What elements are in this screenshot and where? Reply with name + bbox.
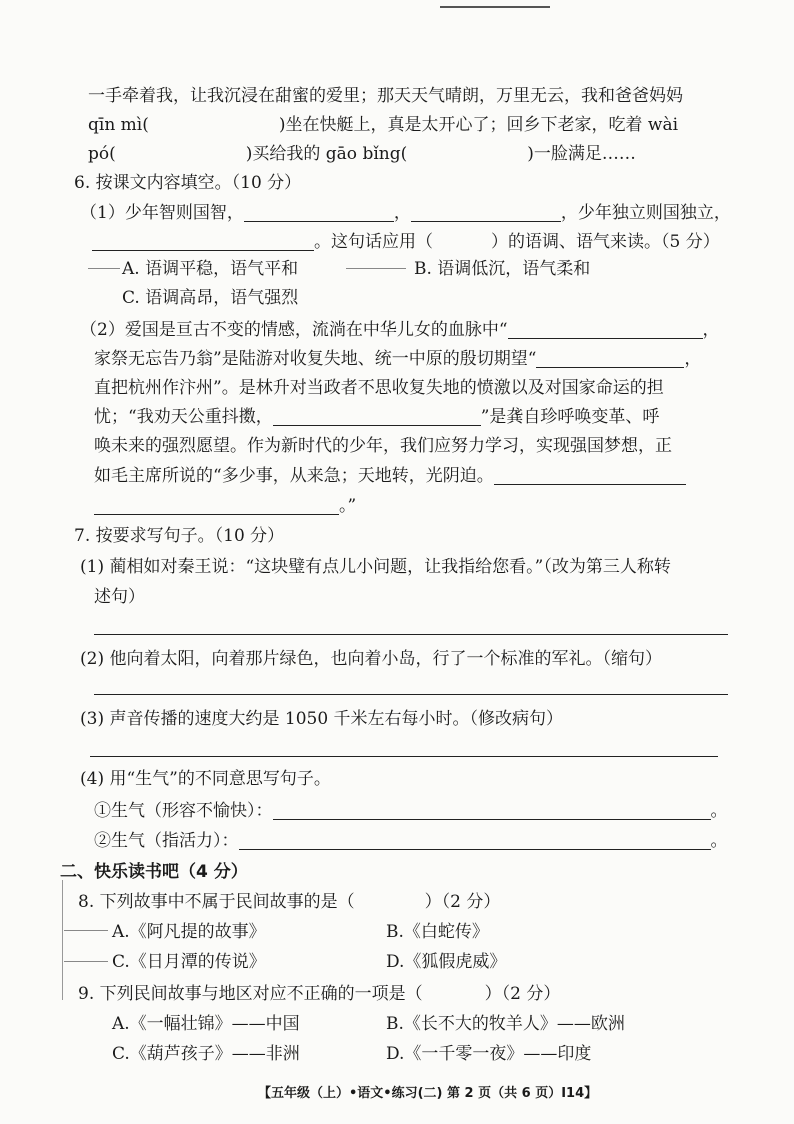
q9-option-a-text: A.《一幅壮锦》——中国 xyxy=(112,1014,300,1034)
q6-part2-line1 xyxy=(80,318,720,342)
q7-s4b-text: ②生气（指活力）： xyxy=(94,831,239,851)
pinyin-gaobing: )买给我的 gāo bǐng( xyxy=(245,144,408,164)
q9-stem xyxy=(78,982,560,1006)
section-2-title-text: 二、快乐读书吧（4 分） xyxy=(60,862,248,882)
q8-option-c[interactable] xyxy=(112,950,266,974)
q6-p2-text-e: 直把杭州作汴州”。是林升对当政者不思收复失地的愤激以及对国家命运的担 xyxy=(94,378,664,398)
q6-part1-line2 xyxy=(92,230,720,254)
q6-part2-line5 xyxy=(94,434,672,458)
dash-mark xyxy=(88,268,120,269)
top-header-mark xyxy=(440,0,550,8)
q6-p1-text-a: （1）少年智则国智， xyxy=(80,203,244,223)
q6-p2-text-c: 家祭无忘告乃翁”是陆游对收复失地、统一中原的殷切期望“ xyxy=(94,349,537,369)
q6-blank-3[interactable] xyxy=(92,232,314,251)
q8-option-b[interactable] xyxy=(386,920,489,944)
q6-p1-text-d: 。这句话应用（ xyxy=(314,232,433,252)
q7-s1-answer-line[interactable] xyxy=(94,634,728,635)
q6-option-a-text: A. 语调平稳，语气平和 xyxy=(122,259,299,279)
q6-blank-1[interactable] xyxy=(244,203,394,222)
q6-title xyxy=(74,171,301,195)
q8-option-d[interactable] xyxy=(386,950,506,974)
q9-option-d-text: D.《一千零一夜》——印度 xyxy=(386,1044,592,1064)
q9-option-c-text: C.《葫芦孩子》——非洲 xyxy=(112,1044,300,1064)
page-footer xyxy=(258,1082,597,1106)
q6-p2-comma: ， xyxy=(702,320,720,340)
intro-line-3 xyxy=(88,142,636,166)
dash-mark xyxy=(64,930,108,931)
q6-blank-5[interactable] xyxy=(536,349,684,368)
q7-s4-a xyxy=(94,799,728,823)
q9-option-d[interactable] xyxy=(386,1042,591,1066)
q7-s4-text: (4) 用“生气”的不同意思写句子。 xyxy=(80,769,331,789)
q6-part1-line1 xyxy=(80,201,731,225)
q6-p2-text-i: 如毛主席所说的“多少事，从来急；天地转，光阴迫。 xyxy=(94,466,494,486)
q9-option-a[interactable] xyxy=(112,1012,300,1036)
q6-blank-7[interactable] xyxy=(494,466,686,485)
q6-blank-8[interactable] xyxy=(94,496,339,515)
page-footer-text: 【五年级（上）•语文•练习(二) 第 2 页（共 6 页）I14】 xyxy=(258,1086,598,1101)
q7-s4-b xyxy=(94,829,728,853)
q7-s1-line2 xyxy=(94,585,145,609)
intro-text-3: )一脸满足…… xyxy=(527,144,636,164)
q6-p2-text-a: （2）爱国是亘古不变的情感，流淌在中华儿女的血脉中“ xyxy=(80,320,508,340)
q6-p2-text-f: 忧；“我劝天公重抖擞， xyxy=(94,407,273,427)
q6-option-c-text: C. 语调高昂，语气强烈 xyxy=(122,288,299,308)
q6-blank-2[interactable] xyxy=(411,203,561,222)
dash-mark xyxy=(346,268,406,269)
q6-option-c[interactable] xyxy=(122,286,298,310)
dash-mark xyxy=(64,961,108,962)
q6-option-b-text: B. 语调低沉，语气柔和 xyxy=(414,259,591,279)
q8-option-d-text: D.《狐假虎威》 xyxy=(386,952,507,972)
q6-title-text: 6. 按课文内容填空。（10 分） xyxy=(74,173,302,193)
q6-p2-comma-2: ， xyxy=(684,349,702,369)
paren-open: ( xyxy=(142,115,149,135)
q7-s2-text: (2) 他向着太阳，向着那片绿色，也向着小岛，行了一个标准的军礼。（缩句） xyxy=(80,649,662,669)
q7-s4b-end: 。 xyxy=(710,831,728,851)
q7-s4a-text: ①生气（形容不愉快）： xyxy=(94,801,273,821)
q7-title xyxy=(74,524,284,548)
q7-s3 xyxy=(80,707,563,731)
q7-s2 xyxy=(80,647,662,671)
intro-line-1 xyxy=(88,84,683,108)
q6-part2-line6 xyxy=(94,464,686,488)
intro-line-2 xyxy=(88,113,678,137)
margin-binding-line xyxy=(62,880,63,1000)
q6-option-a[interactable] xyxy=(122,257,298,281)
q6-p2-text-g: ”是龚自珍呼唤变革、呼 xyxy=(480,407,660,427)
section-2-title xyxy=(60,860,248,884)
q9-option-b[interactable] xyxy=(386,1012,625,1036)
q6-p1-text-e: ）的语调、语气来读。（5 分） xyxy=(491,232,720,252)
q7-s4a-blank[interactable] xyxy=(273,801,711,820)
q9-option-b-text: B.《长不大的牧羊人》——欧洲 xyxy=(386,1014,625,1034)
q7-s4b-blank[interactable] xyxy=(239,831,711,850)
q8-stem-a: 8. 下列故事中不属于民间故事的是（ xyxy=(78,892,355,912)
q9-stem-a: 9. 下列民间故事与地区对应不正确的一项是（ xyxy=(78,984,423,1004)
q7-s4 xyxy=(80,767,331,791)
pinyin-waipo: pó( xyxy=(88,144,116,164)
q6-p1-text-c: ，少年独立则国独立， xyxy=(560,203,731,223)
q6-blank-6[interactable] xyxy=(273,407,481,426)
q7-s4a-end: 。 xyxy=(710,801,728,821)
q8-option-a[interactable] xyxy=(112,920,266,944)
q7-title-text: 7. 按要求写句子。（10 分） xyxy=(74,526,285,546)
q8-option-c-text: C.《日月潭的传说》 xyxy=(112,952,266,972)
q9-stem-b: ）（2 分） xyxy=(484,984,561,1004)
intro-text-1: 一手牵着我，让我沉浸在甜蜜的爱里；那天天气晴朗，万里无云，我和爸爸妈妈 xyxy=(88,86,683,106)
q6-part2-line4 xyxy=(94,405,659,429)
q7-s2-answer-line[interactable] xyxy=(94,694,728,695)
q8-option-a-text: A.《阿凡提的故事》 xyxy=(112,922,266,942)
q6-option-b[interactable] xyxy=(414,257,590,281)
pinyin-qinmi: qīn mì xyxy=(88,115,143,135)
q6-p2-end: 。” xyxy=(339,496,357,516)
q6-p2-text-h: 唤未来的强烈愿望。作为新时代的少年，我们应努力学习，实现强国梦想，正 xyxy=(94,436,672,456)
q7-s1-text-b: 述句） xyxy=(94,587,145,607)
q8-option-b-text: B.《白蛇传》 xyxy=(386,922,489,942)
q6-blank-4[interactable] xyxy=(508,320,703,339)
q6-part2-line3 xyxy=(94,376,664,400)
q9-option-c[interactable] xyxy=(112,1042,300,1066)
q7-s3-text: (3) 声音传播的速度大约是 1050 千米左右每小时。（修改病句） xyxy=(80,709,564,729)
q6-part2-line7 xyxy=(94,494,356,518)
intro-text-2: )坐在快艇上，真是太开心了；回乡下老家，吃着 wài xyxy=(278,115,679,135)
q6-part2-line2 xyxy=(94,347,701,371)
q8-stem xyxy=(78,890,500,914)
q6-p1-comma: ， xyxy=(393,203,411,223)
q8-stem-b: ）（2 分） xyxy=(424,892,501,912)
q7-s1-text-a: (1) 蔺相如对秦王说：“这块璧有点儿小问题，让我指给您看。”（改为第三人称转 xyxy=(80,557,671,577)
q7-s3-answer-line[interactable] xyxy=(90,756,718,757)
q7-s1-line1 xyxy=(80,555,671,579)
